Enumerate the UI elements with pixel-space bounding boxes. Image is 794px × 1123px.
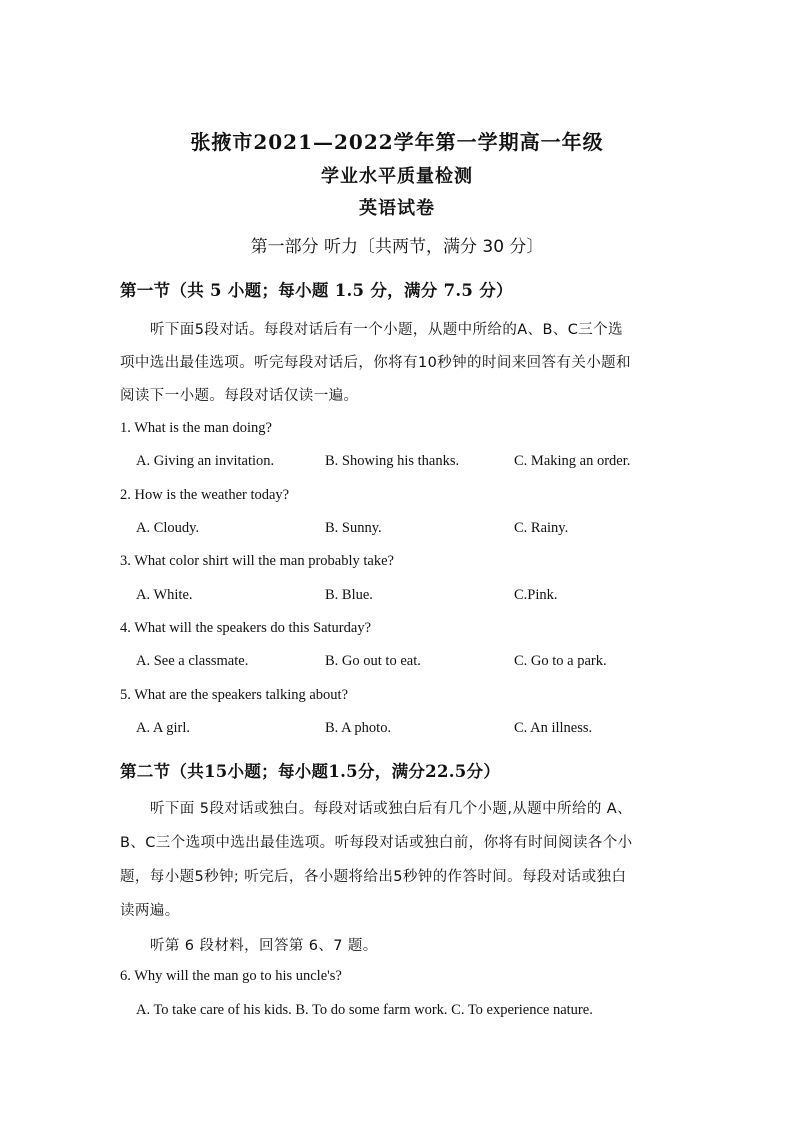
section2-instruction-line: 题，每小题5秒钟; 听完后，各小题将给出5秒钟的作答时间。每段对话或独白 [120, 869, 627, 885]
exam-subject: 英语试卷 [359, 198, 435, 219]
option-c: C. Making an order. [514, 453, 631, 469]
section1-instruction-line: 阅读下一小题。每段对话仅读一遍。 [120, 388, 359, 404]
option-a: A. White. [136, 587, 193, 603]
option-a: A. Cloudy. [136, 520, 200, 536]
question-stem: 3. What color shirt will the man probably take? [120, 553, 394, 569]
question-stem: 2. How is the weather today? [120, 487, 290, 503]
section2-instruction-line: 读两遍。 [120, 903, 180, 919]
section1-heading: 第一节（共 5 小题；每小题 1.5 分，满分 7.5 分） [120, 281, 513, 300]
question-options: A. To take care of his kids. B. To do some farm work. C. To experience nature. [136, 1002, 593, 1018]
option-c: C. An illness. [514, 720, 593, 736]
exam-title: 张掖市2021—2022学年第一学期高一年级 [190, 130, 604, 154]
section2-instruction-line: B、C三个选项中选出最佳选项。听每段对话或独白前，你将有时间阅读各个小 [120, 835, 633, 851]
option-c: C. Rainy. [514, 520, 569, 536]
question-stem: 6. Why will the man go to his uncle's? [120, 968, 342, 984]
material-note: 听第 6 段材料，回答第 6、7 题。 [150, 938, 378, 954]
part1-heading: 第一部分 听力〔共两节，满分 30 分〕 [250, 237, 544, 257]
section1-instruction-line: 项中选出最佳选项。听完每段对话后，你将有10秒钟的时间来回答有关小题和 [120, 355, 631, 371]
question-stem: 4. What will the speakers do this Saturday? [120, 620, 372, 636]
option-c: C. Go to a park. [514, 653, 607, 669]
option-b: B. A photo. [325, 720, 392, 736]
section2-heading: 第二节（共15小题；每小题1.5分，满分22.5分） [120, 762, 501, 781]
option-b: B. Showing his thanks. [325, 453, 460, 469]
exam-subtitle: 学业水平质量检测 [321, 166, 473, 187]
option-b: B. Blue. [325, 587, 373, 603]
option-c: C.Pink. [514, 587, 558, 603]
option-a: A. See a classmate. [136, 653, 249, 669]
question-stem: 1. What is the man doing? [120, 420, 272, 436]
section2-instruction-line: 听下面 5段对话或独白。每段对话或独白后有几个小题,从题中所给的 A、 [150, 801, 632, 817]
question-stem: 5. What are the speakers talking about? [120, 687, 349, 703]
option-a: A. A girl. [136, 720, 190, 736]
option-b: B. Sunny. [325, 520, 382, 536]
section1-instruction-line: 听下面5段对话。每段对话后有一个小题，从题中所给的A、B、C三个选 [150, 322, 623, 338]
option-b: B. Go out to eat. [325, 653, 421, 669]
option-a: A. Giving an invitation. [136, 453, 275, 469]
